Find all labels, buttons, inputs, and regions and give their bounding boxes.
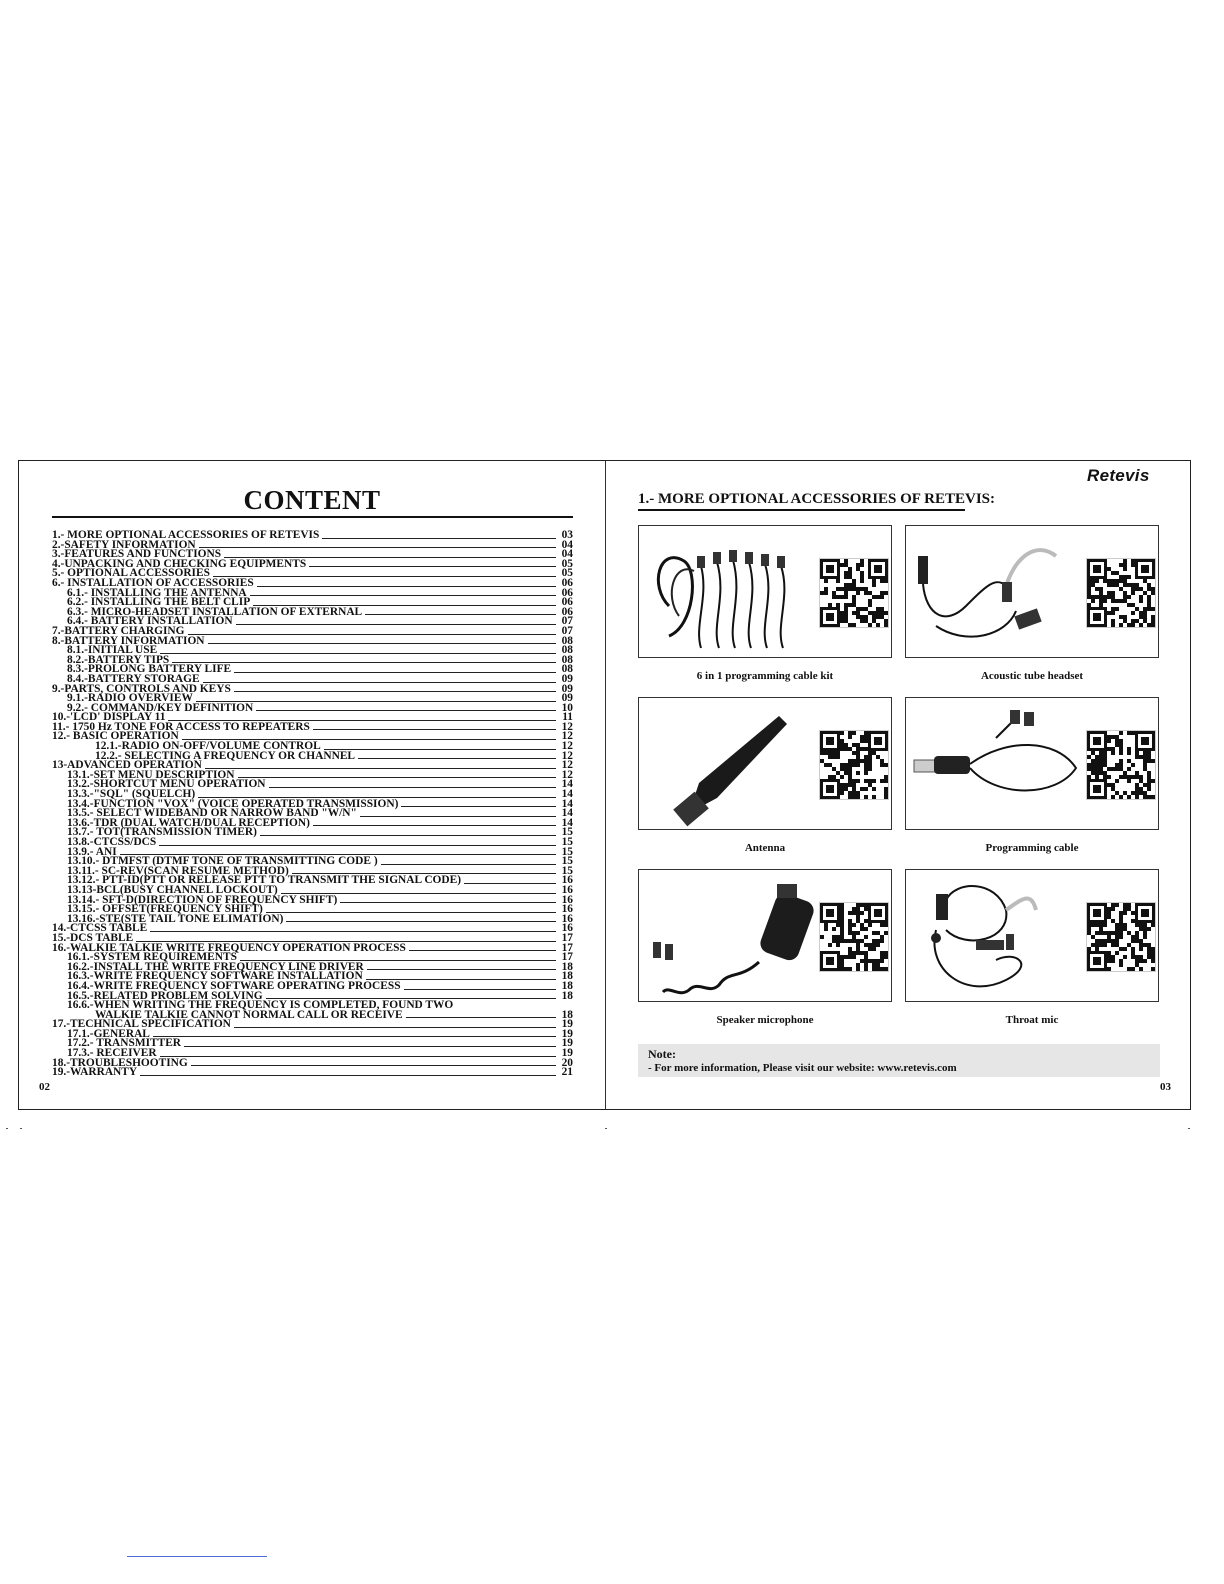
toc-entry-page: 12 [561,740,573,753]
toc-entry-label: 16.2.-INSTALL THE WRITE FREQUENCY LINE DRIVER [67,960,364,973]
toc-leader-line [409,950,556,951]
note-website-text: - For more information, Please visit our website: www.retevis.com [648,1062,957,1074]
toc-leader-line [208,643,556,644]
toc-entry-label: 13.14.- SFT-D(DIRECTION OF FREQUENCY SHIFT) [67,893,338,906]
toc-entry-label: 17.3.- RECEIVER [67,1047,157,1060]
toc-entry-label: 17.-TECHNICAL SPECIFICATION [52,1018,231,1031]
speaker-mic-card [638,869,892,1002]
toc-leader-line [236,624,556,625]
toc-entry-page: 19 [561,1047,573,1060]
toc-entry-label: 6.3.- MICRO-HEADSET INSTALLATION OF EXTERNAL [67,605,363,618]
toc-entry-page: 15 [561,845,573,858]
qr-code-cable-kit [819,558,889,628]
toc-entry-label: 17.1.-GENERAL [67,1027,150,1040]
heading-underline [638,509,965,511]
toc-entry-label: 19.-WARRANTY [52,1066,138,1079]
toc-entry-label: 3.-FEATURES AND FUNCTIONS [52,548,222,561]
toc-entry-page: 16 [561,893,573,906]
toc-entry-label: 9.1.-RADIO OVERVIEW [67,692,193,705]
toc-leader-line [309,566,556,567]
qr-code-antenna [819,730,889,800]
toc-entry-page: 12 [561,759,573,772]
toc-entry-page: 12 [561,749,573,762]
toc-leader-line [184,1046,556,1047]
toc-entry-page: 12 [561,720,573,733]
toc-entry-page: 10 [561,701,573,714]
toc-entry-label: 17.2.- TRANSMITTER [67,1037,182,1050]
qr-pattern-icon [1087,559,1155,627]
toc-entry-page: 14 [561,797,573,810]
toc-entry-label: 13.10.- DTMFST (DTMF TONE OF TRANSMITTING CODE ) [67,855,378,868]
toc-entry-label: 18.-TROUBLESHOOTING [52,1056,188,1069]
toc-entry-label: 15.-DCS TABLE [52,931,134,944]
toc-leader-line [153,1036,556,1037]
toc-leader-line [313,729,556,730]
toc-entry [52,1068,573,1078]
toc-entry-page: 20 [561,1056,573,1069]
caption-antenna: Antenna [744,842,786,854]
toc-entry-page: 14 [561,816,573,829]
toc-entry-page: 15 [561,855,573,868]
toc-entry-page: 03 [561,529,573,541]
qr-pattern-icon [820,731,888,799]
toc-leader-line [464,883,556,884]
toc-entry-label: 2.-SAFETY INFORMATION [52,538,196,551]
toc-entry-label: 13.2.-SHORTCUT MENU OPERATION [67,778,266,791]
toc-entry-page: 19 [561,1018,573,1031]
toc-entry-page: 06 [561,576,573,589]
toc-entry-label: 13-ADVANCED OPERATION [52,759,202,772]
toc-leader-line [367,969,556,970]
toc-entry-page: 18 [561,960,573,973]
right-page-number: 03 [1160,1081,1171,1093]
toc-entry-label: 1.- MORE OPTIONAL ACCESSORIES OF RETEVIS [52,529,320,541]
table-of-contents [52,531,573,1078]
toc-entry-label: 14.-CTCSS TABLE [52,922,148,935]
toc-entry-label: 4.-UNPACKING AND CHECKING EQUIPMENTS [52,557,307,570]
toc-entry-page: 04 [561,538,573,551]
toc-leader-line [260,835,556,836]
qr-pattern-icon [820,903,888,971]
toc-entry-page: 14 [561,807,573,820]
left-page-number: 02 [39,1081,50,1093]
toc-leader-line [191,1065,556,1066]
caption-programming-cable: Programming cable [985,842,1079,854]
toc-entry-page: 15 [561,864,573,877]
toc-entry-page: 18 [561,1008,573,1021]
toc-leader-line [159,845,556,846]
toc-leader-line [199,547,556,548]
link-underline [127,1556,267,1557]
toc-entry-page: 16 [561,883,573,896]
toc-leader-line [150,931,556,932]
toc-leader-line [404,989,556,990]
toc-entry-page: 04 [561,548,573,561]
caption-cable-kit: 6 in 1 programming cable kit [696,670,834,682]
toc-leader-line [324,749,556,750]
toc-entry-page: 17 [561,941,573,954]
toc-entry-page: 05 [561,557,573,570]
toc-entry-page: 07 [561,624,573,637]
toc-entry-page: 14 [561,778,573,791]
toc-entry-page: 15 [561,836,573,848]
toc-entry-label: 13.3.-"SQL" (SQUELCH) [67,788,196,801]
toc-entry-page: 09 [561,692,573,705]
toc-entry-label: 9.-PARTS, CONTROLS AND KEYS [52,682,231,695]
toc-entry-label: 16.1.-SYSTEM REQUIREMENTS [67,951,237,964]
toc-entry-label: 10.-'LCD' DISPLAY 11 [52,711,166,724]
toc-entry-page: 18 [561,970,573,983]
toc-entry-label: 16.6.-WHEN WRITING THE FREQUENCY IS COMPLETED, FOUND TWO [67,999,454,1012]
cable-kit-card [638,525,892,658]
booklet-spread [18,460,1191,1110]
toc-entry-page: 17 [561,931,573,944]
toc-entry-label: 6.1.- INSTALLING THE ANTENNA [67,586,247,599]
toc-leader-line [203,682,556,683]
toc-entry-page: 19 [561,1027,573,1040]
throat-mic-card [905,869,1159,1002]
toc-entry-label: 6.4.- BATTERY INSTALLATION [67,615,233,628]
toc-entry-page: 06 [561,586,573,599]
toc-leader-line [140,1075,556,1076]
toc-entry-page: 08 [561,663,573,676]
note-box [638,1044,1160,1077]
toc-leader-line [160,1056,556,1057]
toc-entry-page: 18 [561,979,573,992]
toc-leader-line [313,825,556,826]
headset-card [905,525,1159,658]
title-underline [52,516,573,518]
toc-entry-page: 21 [561,1066,573,1079]
qr-pattern-icon [820,559,888,627]
qr-code-programming-cable [1086,730,1156,800]
toc-leader-line [234,672,556,673]
toc-entry-label: 13.7.- TOT(TRANSMISSION TIMER) [67,826,257,839]
toc-leader-line [213,576,556,577]
toc-entry-page: 06 [561,596,573,609]
toc-entry-page: 06 [561,605,573,618]
toc-leader-line [365,614,556,615]
accessories-heading: 1.- MORE OPTIONAL ACCESSORIES OF RETEVIS: [638,491,996,507]
toc-entry-label: WALKIE TALKIE CANNOT NORMAL CALL OR RECEIVE [95,1008,403,1021]
toc-entry-page: 16 [561,922,573,935]
brand-logo: Retevis [1087,466,1150,485]
toc-entry-label: 13.11.- SC-REV(SCAN RESUME METHOD) [67,864,289,877]
toc-leader-line [257,586,556,587]
toc-leader-line [358,758,556,759]
toc-entry-label: 16.5.-RELATED PROBLEM SOLVING [67,989,263,1002]
toc-entry-page: 19 [561,1037,573,1050]
toc-entry-page: 12 [561,768,573,781]
toc-entry-label: 8.1.-INITIAL USE [67,644,158,657]
toc-entry-label: 12.1.-RADIO ON-OFF/VOLUME CONTROL [95,740,321,753]
toc-entry-label: 12.2.- SELECTING A FREQUENCY OR CHANNEL [95,749,356,762]
toc-entry-page: 12 [561,730,573,743]
toc-leader-line [406,1017,556,1018]
toc-entry-page: 14 [561,788,573,801]
toc-entry-label: 8.3.-PROLONG BATTERY LIFE [67,663,232,676]
qr-code-speaker-mic [819,902,889,972]
toc-leader-line [340,902,556,903]
caption-speaker-mic: Speaker microphone [716,1014,814,1026]
toc-leader-line [381,864,556,865]
toc-entry-label: 13.6.-TDR (DUAL WATCH/DUAL RECEPTION) [67,816,310,829]
toc-entry-label: 5.- OPTIONAL ACCESSORIES [52,567,210,580]
toc-leader-line [360,816,556,817]
toc-entry-page: 08 [561,653,573,666]
toc-leader-line [234,691,556,692]
toc-entry-label: 8.2.-BATTERY TIPS [67,653,170,666]
caption-throat-mic: Throat mic [1005,1014,1059,1026]
note-title: Note: [648,1047,676,1061]
toc-leader-line [250,595,556,596]
toc-entry-page: 07 [561,615,573,628]
toc-entry-page: 08 [561,644,573,657]
toc-entry-page: 17 [561,951,573,964]
toc-entry-label: 16.3.-WRITE FREQUENCY SOFTWARE INSTALLATION [67,970,363,983]
qr-code-headset [1086,558,1156,628]
toc-leader-line [234,1027,556,1028]
toc-entry-page: 09 [561,682,573,695]
programming-cable-card [905,697,1159,830]
toc-entry-label: 13.13-BCL(BUSY CHANNEL LOCKOUT) [67,883,278,896]
toc-leader-line [160,653,556,654]
toc-entry-label: 11.- 1750 Hz TONE FOR ACCESS TO REPEATERS [52,720,310,733]
toc-entry-label: 12.- BASIC OPERATION [52,730,179,743]
toc-leader-line [286,921,556,922]
toc-leader-line [322,538,556,539]
toc-entry-label: 8.4.-BATTERY STORAGE [67,672,200,685]
toc-entry-label: 13.15.- OFFSET(FREQUENCY SHIFT) [67,903,263,916]
toc-entry-label: 13.4.-FUNCTION "VOX" (VOICE OPERATED TRANSMISSION) [67,797,399,810]
toc-entry-page: 16 [561,912,573,925]
toc-entry-label: 6.2.- INSTALLING THE BELT CLIP [67,596,251,609]
toc-entry-page: 08 [561,634,573,647]
toc-entry-label: 13.1.-SET MENU DESCRIPTION [67,768,235,781]
toc-title: CONTENT [243,485,381,515]
toc-entry [52,838,573,848]
toc-entry-page: 18 [561,989,573,1002]
toc-entry-label: 13.9.- ANI [67,845,117,858]
toc-entry-label: 8.-BATTERY INFORMATION [52,634,205,647]
caption-headset: Acoustic tube headset [980,670,1084,682]
toc-leader-line [266,912,556,913]
toc-leader-line [401,806,556,807]
toc-leader-line [256,710,556,711]
toc-entry-page: 16 [561,874,573,887]
toc-entry-page: 15 [561,826,573,839]
qr-pattern-icon [1087,903,1155,971]
toc-leader-line [205,768,556,769]
toc-leader-line [188,634,557,635]
toc-entry-label: 9.2.- COMMAND/KEY DEFINITION [67,701,254,714]
toc-entry-label: 13.12.- PTT-ID(PTT OR RELEASE PTT TO TRANSMIT THE SIGNAL CODE) [67,874,462,887]
toc-entry-label: 6.- INSTALLATION OF ACCESSORIES [52,576,254,589]
toc-leader-line [269,787,556,788]
toc-entry-label: 16.4.-WRITE FREQUENCY SOFTWARE OPERATING PROCESS [67,979,401,992]
toc-leader-line [238,777,556,778]
toc-entry-label: 16.-WALKIE TALKIE WRITE FREQUENCY OPERATION PROCESS [52,941,406,954]
page-divider [605,461,606,1109]
qr-code-throat-mic [1086,902,1156,972]
antenna-card [638,697,892,830]
toc-entry-page: 05 [561,567,573,580]
toc-entry-label: 13.16.-STE(STE TAIL TONE ELIMATION) [67,912,284,925]
toc-entry-page: 09 [561,672,573,685]
qr-pattern-icon [1087,731,1155,799]
toc-entry-page: 11 [562,711,573,724]
toc-entry-label: 13.8.-CTCSS/DCS [67,836,157,848]
toc-entry-label: 7.-BATTERY CHARGING [52,624,185,637]
toc-entry-page: 16 [561,903,573,916]
toc-entry-label: 13.5.- SELECT WIDEBAND OR NARROW BAND "W/N" [67,807,357,820]
